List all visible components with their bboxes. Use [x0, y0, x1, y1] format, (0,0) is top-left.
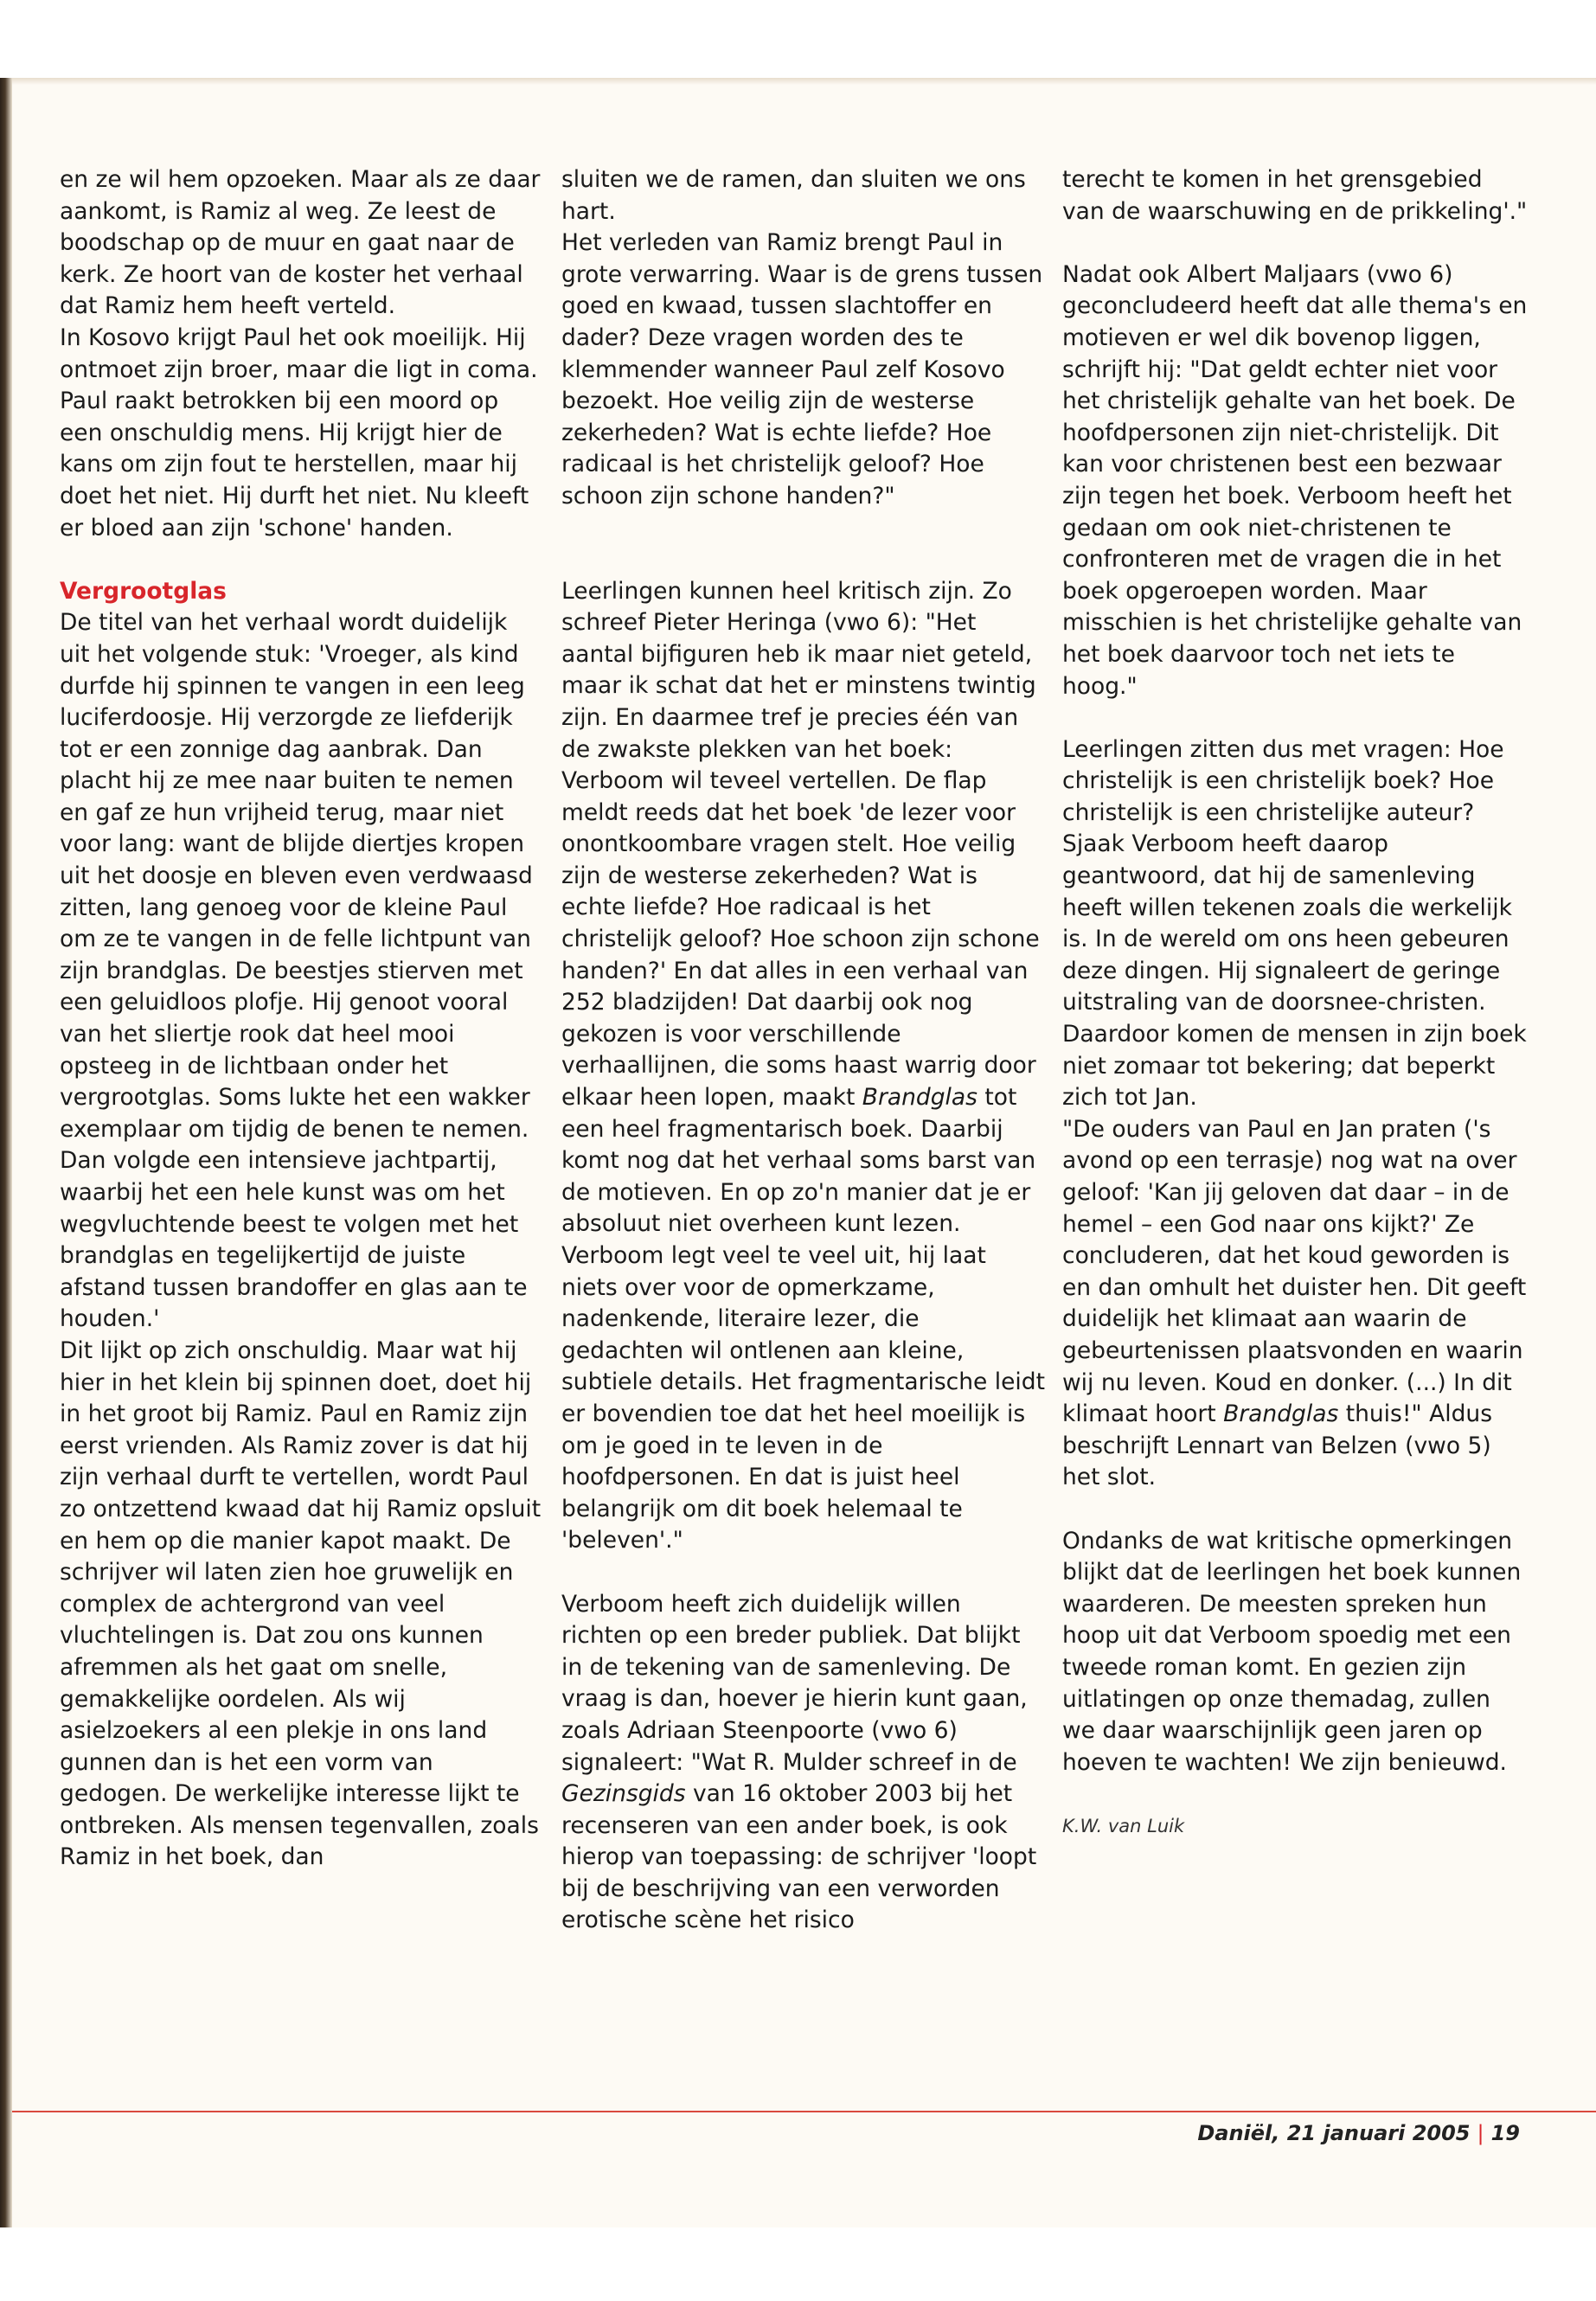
paragraph-text: Leerlingen kunnen heel kritisch zijn. Zo schreef Pieter Heringa (vwo 6): "Het aantal bijfiguren heb ik maar niet geteld, maar ik schat dat het er minstens twintig zijn. En daarmee tref je precies één van de zwakste plekken van het boek: Verboom wil teveel vertellen. De flap meldt reeds dat het boek 'de lezer voor onontkoombare vragen stelt. Hoe veilig zijn de westerse zekerheden? Wat is echte liefde? Hoe radicaal is het christelijk geloof? Hoe schoon zijn schone handen?' En dat alles in een verhaal van 252 bladzijden! Dat daarbij ook nog gekozen is voor verschillende verhaallijnen, die soms haast warrig door elkaar heen lopen, maakt: [561, 577, 1040, 1112]
page-footer: [1197, 2121, 1520, 2145]
paragraph: terecht te komen in het grensgebied van de waarschuwing en de prikkeling'.": [1062, 166, 1528, 225]
paragraph-text: "De ouders van Paul en Jan praten ('s avond op een terrasje) nog wat na over geloof: 'Kan jij geloven dat daar – in de hemel – een God naar ons kijkt?' Ze concluderen, dat het koud geworden is en dan omhult het duister hen. Dit geeft duidelijk het klimaat aan waarin de gebeurtenissen plaatsvonden en waarin wij nu leven. Koud en donker. (...) In dit klimaat hoort: [1062, 1115, 1527, 1428]
paragraph-text: Verboom heeft zich duidelijk willen richten op een breder publiek. Dat blijkt in de tekening van de samenleving. De vraag is dan, hoever je hierin kunt gaan, zoals Adriaan Steenpoorte (vwo 6) signaleert: "Wat R. Mulder schreef in de: [561, 1590, 1028, 1776]
text-column-1: [60, 164, 544, 1874]
paragraph: sluiten we de ramen, dan sluiten we ons hart.: [561, 166, 1026, 225]
paragraph: [1062, 1114, 1529, 1494]
paragraph: Ondanks de wat kritische opmerkingen blijkt dat de leerlingen het boek kunnen waarderen. De meesten spreken hun hoop uit dat Verboom spoedig met een tweede roman komt. En gezien zijn uitlatingen op onze themadag, zullen we daar waarschijnlijk geen jaren op hoeven te wachten! We zijn benieuwd.: [1062, 1527, 1522, 1776]
paragraph: De titel van het verhaal wordt duidelijk uit het volgende stuk: 'Vroeger, als kind durfde hij spinnen te vangen in een leeg luciferdoosje. Hij verzorgde ze liefderijk tot er een zonnige dag aanbrak. Dan placht hij ze mee naar buiten te nemen en gaf ze hun vrijheid terug, maar niet voor lang: want de blijde diertjes kropen uit het doosje en bleven even verdwaasd zitten, lang genoeg voor de kleine Paul om ze te vangen in de felle lichtpunt van zijn brandglas. De beestjes stierven met een geluidloos plofje. Hij genoot vooral van het sliertje rook dat heel mooi opsteeg in de lichtbaan onder het vergrootglas. Soms lukte het een wakker exemplaar om tijdig de benen te nemen. Dan volgde een intensieve jachtpartij, waarbij het een hele kunst was om het wegvluchtende beest te volgen met het brandglas en tegelijkertijd de juiste afstand tussen brandoffer en glas aan te houden.': [60, 609, 533, 1333]
text-column-2: [561, 164, 1046, 1937]
publication-date: Daniël, 21 januari 2005: [1197, 2121, 1471, 2145]
page-number: 19: [1490, 2121, 1520, 2145]
book-title: Brandglas: [1223, 1400, 1339, 1428]
paragraph: Nadat ook Albert Maljaars (vwo 6) geconcludeerd heeft dat alle thema's en motieven er wel dik bovenop liggen, schrijft hij: "Dat geldt echter niet voor het christelijk gehalte van het boek. De hoofdpersonen zijn niet-christelijk. Dit kan voor christenen best een bezwaar zijn tegen het boek. Verboom heeft het gedaan om ook niet-christenen te confronteren met de vragen die in het boek opgeroepen worden. Maar misschien is het christelijke gehalte van het boek daarvoor toch net iets te hoog.": [1062, 260, 1528, 700]
book-title: Brandglas: [862, 1084, 977, 1112]
publication-title: Gezinsgids: [561, 1780, 686, 1808]
footer-rule: [12, 2111, 1596, 2112]
page-top-shadow: [0, 78, 1596, 85]
author-signature: K.W. van Luik: [1062, 1815, 1185, 1836]
paragraph: Het verleden van Ramiz brengt Paul in grote verwarring. Waar is de grens tussen goed en kwaad, tussen slachtoffer en dader? Deze vragen worden des te klemmender wanneer Paul zelf Kosovo bezoekt. Hoe veilig zijn de westerse zekerheden? Wat is echte liefde? Hoe radicaal is het christelijk geloof? Hoe schoon zijn schone handen?": [561, 229, 1043, 510]
section-heading: Vergrootglas: [60, 577, 227, 605]
paragraph: en ze wil hem opzoeken. Maar als ze daar aankomt, is Ramiz al weg. Ze leest de boodschap op de muur en gaat naar de kerk. Ze hoort van de koster het verhaal dat Ramiz hem heeft verteld.: [60, 166, 541, 320]
paragraph-text: tot een heel fragmentarisch boek. Daarbij komt nog dat het verhaal soms barst van de motieven. En op zo'n manier dat je er absoluut niet overheen kunt lezen. Verboom legt veel te veel uit, hij laat niets over voor de opmerkzame, nadenkende, literaire lezer, die gedachten wil ontlenen aan kleine, subtiele details. Het fragmentarische leidt er bovendien toe dat het heel moeilijk is om je goed in te leven in de hoofdpersonen. En dat is juist heel belangrijk om dit boek helemaal te 'beleven'.": [561, 1084, 1045, 1554]
magazine-page: [0, 78, 1596, 2227]
page-binding-edge: [0, 78, 12, 2227]
paragraph: [561, 1589, 1046, 1938]
text-column-3: [1062, 164, 1529, 1842]
footer-separator: |: [1477, 2121, 1484, 2145]
paragraph: In Kosovo krijgt Paul het ook moeilijk. Hij ontmoet zijn broer, maar die ligt in coma. Paul raakt betrokken bij een moord op een onschuldig mens. Hij krijgt hier de kans om zijn fout te herstellen, maar hij doet het niet. Hij durft het niet. Nu kleeft er bloed aan zijn 'schone' handen.: [60, 324, 538, 542]
paragraph: [561, 576, 1046, 1557]
paragraph-text: thuis!" Aldus beschrijft Lennart van Belzen (vwo 5) het slot.: [1062, 1400, 1493, 1491]
paragraph: Leerlingen zitten dus met vragen: Hoe christelijk is een christelijk boek? Hoe christelijk is een christelijke auteur? Sjaak Verboom heeft daarop geantwoord, dat hij de samenleving heeft willen tekenen zoals die werkelijk is. In de wereld om ons heen gebeuren deze dingen. Hij signaleert de geringe uitstraling van de doorsnee-christen. Daardoor komen de mensen in zijn boek niet zomaar tot bekering; dat beperkt zich tot Jan.: [1062, 735, 1527, 1112]
paragraph: Dit lijkt op zich onschuldig. Maar wat hij hier in het klein bij spinnen doet, doet hij in het groot bij Ramiz. Paul en Ramiz zijn eerst vrienden. Als Ramiz zover is dat hij zijn verhaal durft te vertellen, wordt Paul zo ontzettend kwaad dat hij Ramiz opsluit en hem op die manier kapot maakt. De schrijver wil laten zien hoe gruwelijk en complex de achtergrond van veel vluchtelingen is. Dat zou ons kunnen afremmen als het gaat om snelle, gemakkelijke oordelen. Als wij asielzoekers al een plekje in ons land gunnen dan is het een vorm van gedogen. De werkelijke interesse lijkt te ontbreken. Als mensen tegenvallen, zoals Ramiz in het boek, dan: [60, 1336, 542, 1871]
paragraph-text: van 16 oktober 2003 bij het recenseren van een ander boek, is ook hierop van toepassing: de schrijver 'loopt bij de beschrijving van een verworden erotische scène het risico: [561, 1780, 1037, 1934]
